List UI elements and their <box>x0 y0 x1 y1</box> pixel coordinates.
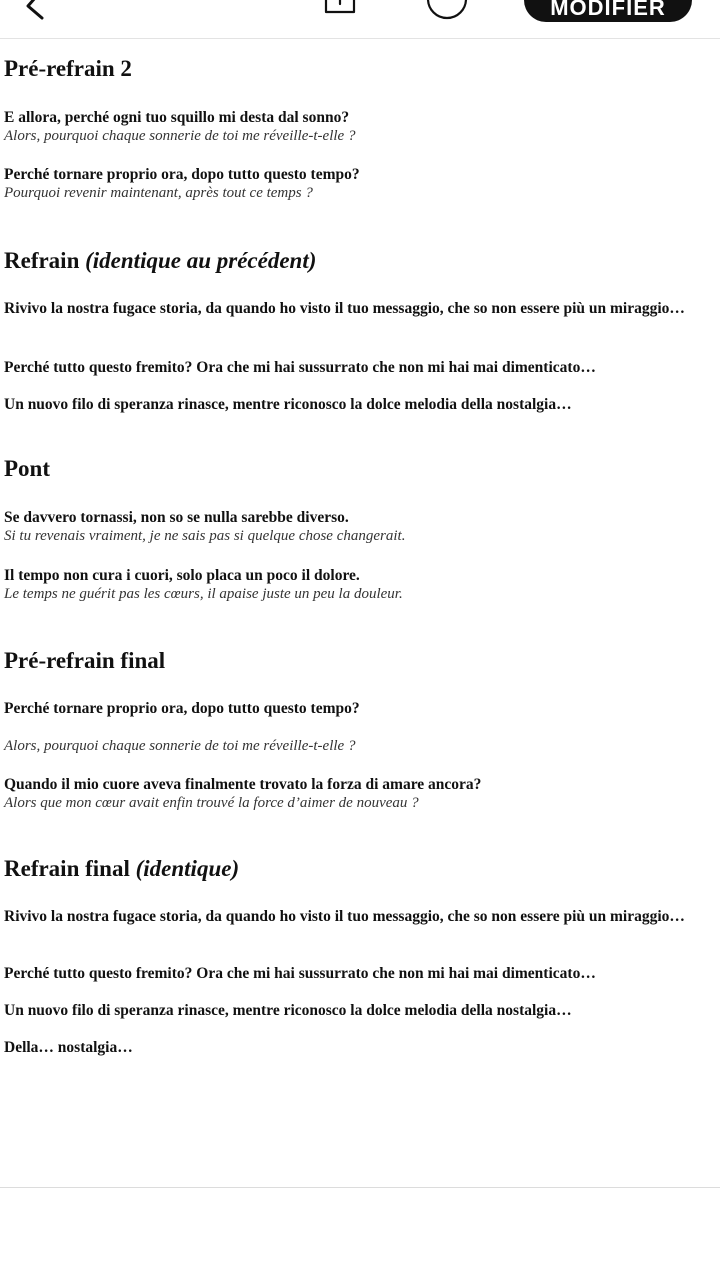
lyric-line-italian: Perché tornare proprio ora, dopo tutto questo tempo? <box>4 700 360 717</box>
lyric-line-italian: Perché tornare proprio ora, dopo tutto questo tempo? <box>4 166 360 183</box>
lyric-line-italian: Rivivo la nostra fugace storia, da quando ho visto il tuo messaggio, che so non essere più un miraggio… <box>4 908 685 925</box>
section-title-prerefrain-final: Pré-refrain final <box>4 648 166 673</box>
divider <box>0 1187 720 1188</box>
top-toolbar <box>0 0 720 39</box>
chevron-left-icon[interactable] <box>14 0 48 20</box>
section-title-refrain: Refrain (identique au précédent) <box>4 248 317 273</box>
lyric-line-italian: Il tempo non cura i cuori, solo placa un poco il dolore. <box>4 567 360 584</box>
lyric-line-italian: E allora, perché ogni tuo squillo mi desta dal sonno? <box>4 109 350 126</box>
lyric-line-french: Alors, pourquoi chaque sonnerie de toi me réveille-t-elle ? <box>4 738 356 754</box>
modify-button[interactable]: MODIFIER <box>524 0 692 22</box>
lyric-line-french: Alors que mon cœur avait enfin trouvé la force d’aimer de nouveau ? <box>4 795 419 811</box>
section-title-refrain-final: Refrain final (identique) <box>4 856 240 881</box>
section-title-prerefrain-2: Pré-refrain 2 <box>4 56 132 81</box>
lyric-line-italian: Perché tutto questo fremito? Ora che mi hai sussurrato che non mi hai mai dimenticato… <box>4 359 596 376</box>
lyric-line-italian: Perché tutto questo fremito? Ora che mi hai sussurrato che non mi hai mai dimenticato… <box>4 965 596 982</box>
lyric-line-italian: Se davvero tornassi, non so se nulla sarebbe diverso. <box>4 509 349 526</box>
lyric-line-french: Pourquoi revenir maintenant, après tout ce temps ? <box>4 185 313 201</box>
lyric-line-italian: Rivivo la nostra fugace storia, da quando ho visto il tuo messaggio, che so non essere più un miraggio… <box>4 300 685 317</box>
lyric-line-italian: Un nuovo filo di speranza rinasce, mentre riconosco la dolce melodia della nostalgia… <box>4 396 572 413</box>
lyric-line-italian: Un nuovo filo di speranza rinasce, mentre riconosco la dolce melodia della nostalgia… <box>4 1002 572 1019</box>
section-title-pont: Pont <box>4 456 50 481</box>
lyric-line-french: Le temps ne guérit pas les cœurs, il apaise juste un peu la douleur. <box>4 586 403 602</box>
lyric-line-french: Alors, pourquoi chaque sonnerie de toi me réveille-t-elle ? <box>4 128 356 144</box>
lyric-line-italian: Quando il mio cuore aveva finalmente trovato la forza di amare ancora? <box>4 776 482 793</box>
circle-icon[interactable] <box>426 0 468 20</box>
lyric-line-italian: Della… nostalgia… <box>4 1039 133 1056</box>
lyric-line-french: Si tu revenais vraiment, je ne sais pas si quelque chose changerait. <box>4 528 406 544</box>
share-icon[interactable] <box>322 0 358 16</box>
